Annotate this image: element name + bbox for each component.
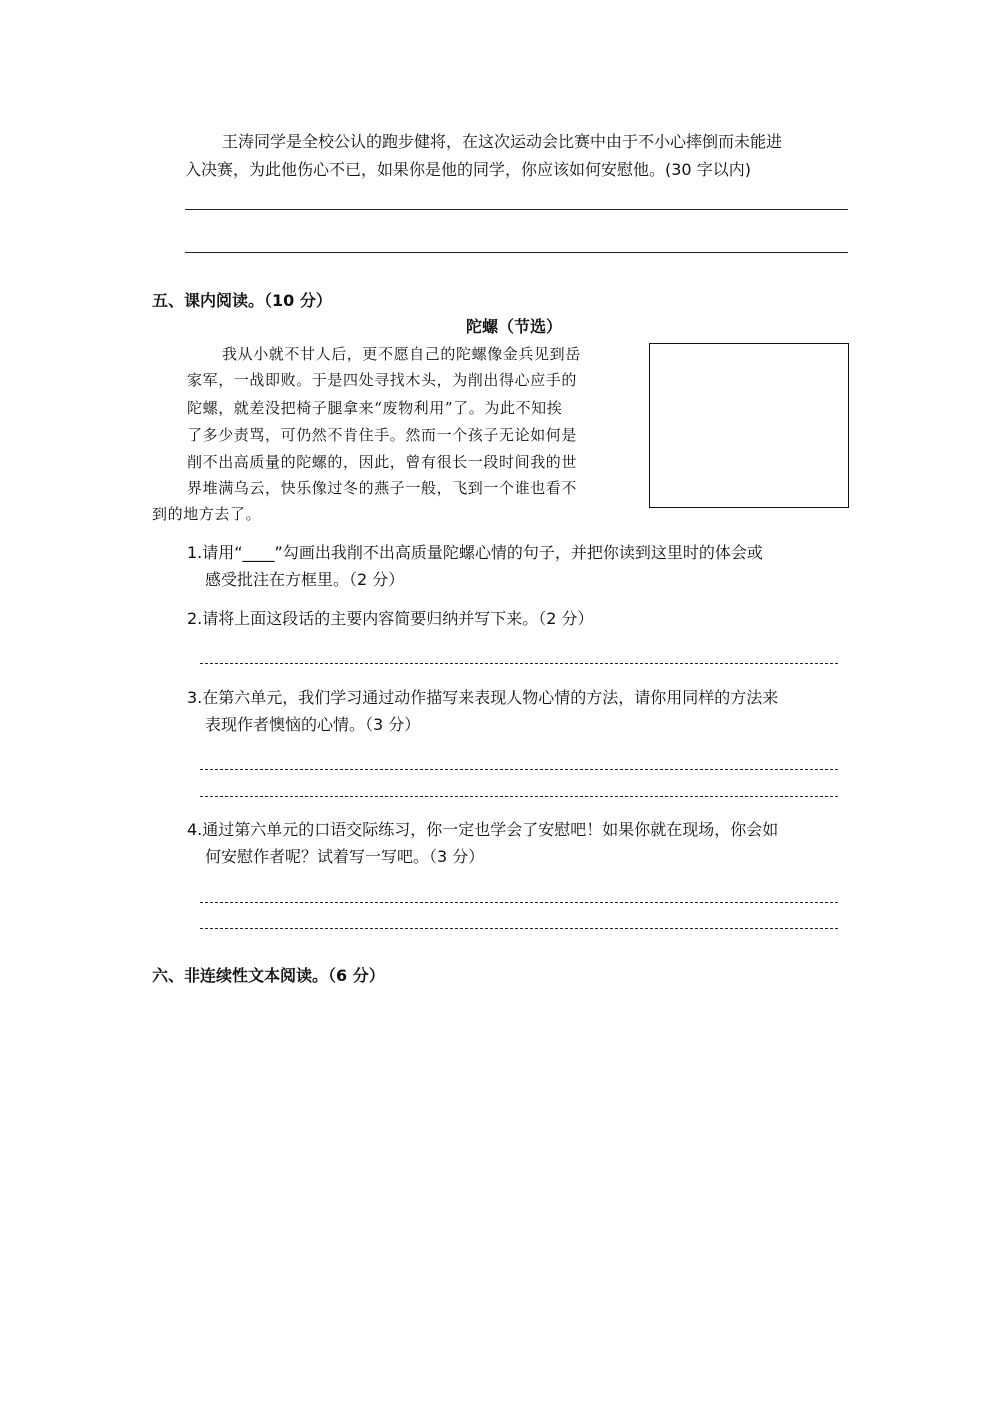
answer-line[interactable] bbox=[200, 902, 838, 903]
passage-line: 到的地方去了。 bbox=[152, 505, 262, 523]
passage-line: 我从小就不甘人后，更不愿自己的陀螺像金兵见到岳 bbox=[222, 345, 581, 363]
passage-line: 家军，一战即败。于是四处寻找木头，为削出得心应手的 bbox=[187, 371, 578, 389]
answer-line[interactable] bbox=[185, 252, 848, 253]
annotation-box[interactable] bbox=[649, 343, 849, 508]
passage-line: 削不出高质量的陀螺的，因此，曾有很长一段时间我的世 bbox=[187, 453, 578, 471]
question-1-line-2: 感受批注在方框里。（2 分） bbox=[205, 570, 405, 589]
answer-line[interactable] bbox=[200, 663, 838, 664]
question-3-line-2: 表现作者懊恼的心情。（3 分） bbox=[205, 715, 421, 734]
prompt-line-1: 王涛同学是全校公认的跑步健将，在这次运动会比赛中由于不小心摔倒而未能进 bbox=[222, 132, 783, 151]
answer-line[interactable] bbox=[200, 796, 838, 797]
question-4-line-1: 4.通过第六单元的口语交际练习，你一定也学会了安慰吧！如果你就在现场，你会如 bbox=[187, 820, 779, 839]
answer-line[interactable] bbox=[185, 209, 848, 210]
answer-line[interactable] bbox=[200, 928, 838, 929]
prompt-line-2: 入决赛，为此他伤心不已，如果你是他的同学，你应该如何安慰他。(30 字以内) bbox=[185, 160, 751, 179]
answer-line[interactable] bbox=[200, 769, 838, 770]
passage-line: 了多少责骂，可仍然不肯住手。然而一个孩子无论如何是 bbox=[187, 426, 578, 444]
passage-title: 陀螺（节选） bbox=[466, 317, 563, 336]
question-3-line-1: 3.在第六单元，我们学习通过动作描写来表现人物心情的方法，请你用同样的方法来 bbox=[187, 688, 779, 707]
passage-line: 界堆满乌云，快乐像过冬的燕子一般，飞到一个谁也看不 bbox=[187, 479, 578, 497]
section-heading: 六、非连续性文本阅读。（6 分） bbox=[152, 966, 385, 985]
passage-line: 陀螺，就差没把椅子腿拿来“废物利用”了。为此不知挨 bbox=[187, 399, 563, 417]
question-1-line-1: 1.请用“____”勾画出我削不出高质量陀螺心情的句子，并把你读到这里时的体会或 bbox=[187, 543, 763, 562]
question-2-line-1: 2.请将上面这段话的主要内容简要归纳并写下来。（2 分） bbox=[187, 609, 594, 628]
section-heading: 五、课内阅读。（10 分） bbox=[152, 291, 332, 310]
question-4-line-2: 何安慰作者呢？试着写一写吧。（3 分） bbox=[205, 847, 485, 866]
